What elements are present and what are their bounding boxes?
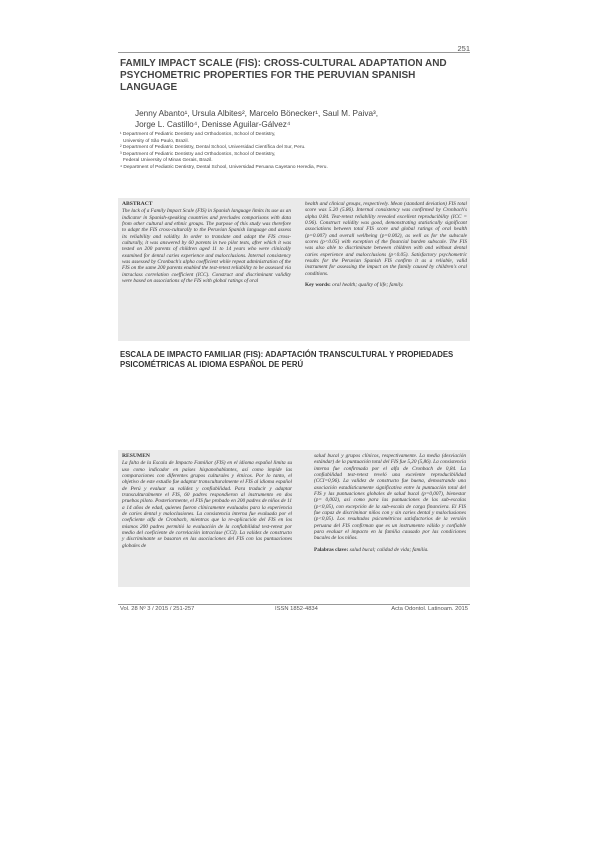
author-line-1: Jenny Abanto¹, Ursula Albites², Marcelo Bönecker¹, Saul M. Paiva³, <box>135 109 379 118</box>
page-number: 251 <box>457 44 470 53</box>
abstract-box <box>118 198 470 341</box>
palabras-clave-label: Palabras clave: <box>314 546 349 553</box>
resumen-column-1 <box>122 453 292 549</box>
keywords-label: Key words: <box>305 282 331 289</box>
resumen-column-2 <box>314 453 466 553</box>
affiliation-1-sub: University of São Paulo, Brazil. <box>123 138 189 144</box>
author-line-2: Jorge L. Castillo⁴, Denisse Aguilar-Gálvez⁴ <box>135 120 291 129</box>
affiliations <box>120 132 465 172</box>
footer-issn: ISSN 1852-4834 <box>275 606 318 612</box>
resumen-keywords <box>314 547 466 553</box>
header-rule <box>118 52 470 53</box>
spanish-title: ESCALA DE IMPACTO FAMILIAR (FIS): ADAPTACIÓN TRANSCULTURAL Y PROPIEDADES PSICOMÉTRICAS AL IDIOMA ESPAÑOL DE PERÚ <box>120 350 454 369</box>
abstract-text-1: The lack of a Family Impact Scale (FIS) in Spanish language limits its use as an indicator in Spanish-speaking countries and precludes comparisons with data from other cultural and ethnic groups. The purpose of this study was therefore to adapt the FIS cross-culturally to the Peruvian Spanish language and assess its reliability and validity. In order to translate and adapt the FIS cross-culturally, it was answered by 60 parents in two pilot tests, after which it was tested on 200 parents of children aged 11 to 14 years who were clinically examined for dental caries experience and malocclusions. Internal consistency was assessed by Cronbach's alpha coefficient while repeat administration of the FIS on the same 200 parents enabled the test-retest reliability to be assessed via intraclass correlation coefficient (ICC). Construct and discriminant validity were based on associations of the FIS with global ratings of oral <box>122 208 291 285</box>
affiliation-3: ³ Department of Pediatric Dentistry and Orthodontics, School of Dentistry, <box>120 151 276 157</box>
author-list <box>135 108 465 130</box>
affiliation-2: ² Department of Pediatric Dentistry, Dental School, Universidad Científica del Sur, Peru. <box>120 145 306 151</box>
footer-volume: Vol. 28 Nº 3 / 2015 / 251-257 <box>120 606 195 612</box>
resumen-text-2: salud bucal y grupos clínicos, respectivamente. La media (desviación estándar) de la puntuación total del FIS fue 5,20 (5,86). La consistencia interna fue confirmada por el alfa de Cronbach de 0,84. La confiabilidad test-retest reveló una excelente reproducibilidad (CCI=0,96). La validez de constructo fue buena, demostrando una asociación estadísticamente significativa entre la puntuación total del FIS y las puntuaciones globales de salud bucal (p=0,007), bienestar (p= 0,002), así como para las puntuaciones de las sub-escalas (p<0,05), con excepción de la sub-escala de carga financiera. El FIS fue capaz de discriminar niños con y sin caries dental y maloclusiones (p<0,05). Los resultados psicométricos satisfactorios de la versión peruana del FIS confirman que es un instrumento válido y confiable para evaluar el impacto en la familia causado por las condiciones bucales de los niños. <box>314 453 466 542</box>
abstract-keywords <box>305 282 467 288</box>
abstract-column-1 <box>122 201 291 284</box>
resumen-text-1: La falta de la Escala de Impacto Familiar (FIS) en el idioma español limita su uso como indicador en países hispanohablantes, así como impide las comparaciones con diferentes grupos culturales y étnicos. Por lo tanto, el objetivo de este estudio fue adaptar transculturalmente el FIS al idioma español de Perú y evaluar su validez y confiabilidad. Para traducir y adaptar transculturalmente el FIS, 60 padres respondieron al instrumento en dos pruebas piloto. Posteriormente, el FIS fue probado en 200 padres de niños de 11 a 14 años de edad, quienes fueron clínicamente evaluados para la experiencia de caries dental y maloclusiones. La consistencia interna fue evaluada por el coeficiente alfa de Cronbach, mientras que la re-aplicación del FIS en los mismos 200 padres permitió la evaluación de la confiabilidad test-retest por medio del coeficiente de correlación intraclase (CCI). La validez de constructo y discriminante se basaron en las asociaciones del FIS con las puntuaciones globales de <box>122 460 292 549</box>
footer-journal: Acta Odontol. Latinoam. 2015 <box>391 606 468 612</box>
palabras-clave-text: salud bucal; calidad de vida; familia. <box>349 546 429 553</box>
affiliation-4: ⁴ Department of Pediatric Dentistry, Dental School, Universidad Peruana Cayetano Heredia, Peru. <box>120 164 328 170</box>
abstract-heading: ABSTRACT <box>122 201 153 207</box>
resumen-heading: RESUMEN <box>122 453 150 459</box>
affiliation-3-sub: Federal University of Minas Gerais, Brazil. <box>123 158 213 164</box>
resumen-box <box>118 450 470 587</box>
keywords-text: oral health; quality of life; family. <box>332 282 404 289</box>
article-title: FAMILY IMPACT SCALE (FIS): CROSS-CULTURAL ADAPTATION AND PSYCHOMETRIC PROPERTIES FOR THE PERUVIAN SPANISH LANGUAGE <box>120 58 447 93</box>
affiliation-1: ¹ Department of Pediatric Dentistry and Orthodontics, School of Dentistry, <box>120 132 276 137</box>
footer-rule <box>118 604 470 605</box>
abstract-column-2 <box>305 201 467 288</box>
abstract-text-2: health and clinical groups, respectively. Mean (standard deviation) FIS total score was 5.20 (5.86). Internal consistency was confirmed by Cronbach's alpha 0.84. Test-retest reliability revealed excellent reproducibility (ICC = 0.96). Construct validity was good, demonstrating statistically significant associations between total FIS score and global ratings of oral health (p=0.007) and overall wellbeing (p=0.002), as well as for the subscale scores (p<0.05) with exception of the financial burden subscale. The FIS was also able to discriminate between children with and without dental caries experience and malocclusions (p<0.05). Satisfactory psychometric results for the Peruvian Spanish FIS confirm it as a reliable, valid instrument for assessing the impact on the family caused by children's oral conditions. <box>305 201 467 277</box>
